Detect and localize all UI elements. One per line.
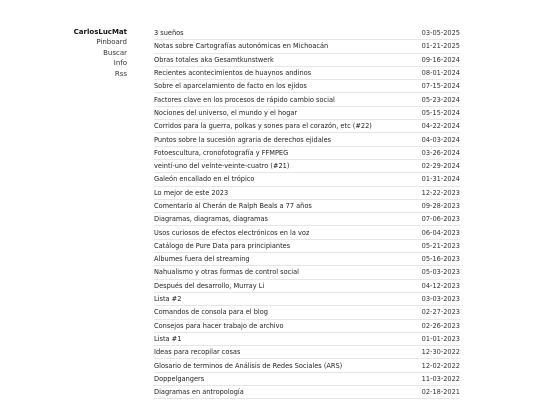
post-date: 05-21-2023 (421, 241, 460, 250)
post-row (154, 107, 460, 120)
post-date: 04-03-2024 (421, 135, 460, 144)
post-row (154, 160, 460, 173)
post-row (154, 80, 460, 93)
post-date: 11-03-2022 (421, 374, 460, 383)
post-date: 07-15-2024 (421, 82, 460, 91)
post-date: 08-01-2024 (421, 69, 460, 78)
post-date: 01-01-2023 (421, 334, 460, 343)
post-row (154, 280, 460, 293)
post-date: 09-28-2023 (421, 202, 460, 210)
post-title-link[interactable]: Álbumes fuera del streaming (154, 255, 250, 264)
post-title-link[interactable]: Comentario al Cherán de Ralph Beals a 77 años (154, 202, 312, 210)
post-row (154, 373, 460, 386)
post-date: 03-05-2025 (421, 29, 460, 38)
post-title-link[interactable]: Comandos de consola para el blog (154, 308, 268, 317)
post-title-link[interactable]: Diagramas, diagramas, diagramas (154, 215, 268, 224)
post-title-link[interactable]: Nociones del universo, el mundo y el hogar (154, 108, 298, 117)
post-title-link[interactable]: Lista #2 (154, 295, 182, 304)
post-row (154, 173, 460, 186)
post-title-link[interactable]: Obras totales aka Gesamtkunstwerk (154, 55, 274, 64)
post-row (154, 253, 460, 266)
post-row (154, 359, 460, 372)
post-row (154, 320, 460, 333)
post-row (154, 346, 460, 359)
post-row (154, 240, 460, 253)
nav-link-info[interactable]: Info (113, 59, 127, 68)
post-title-link[interactable]: Recientes acontecimientos de huaynos andinos (154, 69, 312, 78)
post-date: 02-18-2021 (421, 388, 460, 397)
post-row (154, 266, 460, 279)
post-title-link[interactable]: Notas sobre Cartografías autonómicas en Michoacán (154, 42, 329, 51)
post-row (154, 213, 460, 226)
site-title-link[interactable]: CarlosLucMat (73, 28, 127, 36)
post-row (154, 67, 460, 80)
post-date: 04-12-2023 (421, 281, 460, 290)
post-row (154, 133, 460, 146)
nav-link-rss[interactable]: Rss (114, 69, 127, 78)
post-date: 02-26-2023 (421, 321, 460, 330)
post-row (154, 120, 460, 133)
post-date: 07-06-2023 (421, 215, 460, 224)
post-title-link[interactable]: Glosario de terminos de Análisis de Redes Sociales (ARS) (154, 361, 343, 370)
post-title-link[interactable]: Lista #1 (154, 334, 182, 343)
post-date: 05-03-2023 (421, 268, 460, 277)
post-row (154, 226, 460, 239)
post-title-link[interactable]: Corridos para la guerra, polkas y sones para el corazón, etc (#22) (154, 122, 372, 131)
post-title-link[interactable]: Diagramas en antropología (154, 388, 244, 397)
post-date: 04-22-2024 (421, 122, 460, 131)
post-list (154, 27, 460, 399)
post-date: 12-30-2022 (421, 348, 460, 357)
post-title-link[interactable]: veinti-uno del veinte-veinte-cuatro (#21) (154, 162, 290, 171)
post-row (154, 333, 460, 346)
post-title-link[interactable]: Sobre el aparcelamiento de facto en los ejidos (154, 82, 307, 91)
post-row (154, 386, 460, 399)
post-row (154, 27, 460, 40)
post-title-link[interactable]: Catálogo de Pure Data para principiantes (154, 241, 291, 250)
sidebar (0, 27, 127, 79)
post-title-link[interactable]: Factores clave en los procesos de rápido cambio social (154, 95, 335, 104)
post-date: 05-23-2024 (421, 95, 460, 104)
post-row (154, 93, 460, 106)
post-title-link[interactable]: Lo mejor de este 2023 (154, 188, 229, 197)
post-date: 03-03-2023 (421, 295, 460, 304)
post-row (154, 200, 460, 213)
post-title-link[interactable]: Ideas para recopilar cosas (154, 348, 241, 357)
post-date: 01-21-2025 (421, 42, 460, 51)
post-date: 02-29-2024 (421, 162, 460, 171)
post-date: 01-31-2024 (421, 175, 460, 184)
post-date: 06-04-2023 (421, 228, 460, 237)
post-title-link[interactable]: Fotoescultura, cronofotografía y FFMPEG (154, 148, 289, 157)
post-row (154, 293, 460, 306)
post-title-link[interactable]: Consejos para hacer trabajo de archivo (154, 321, 284, 330)
post-date: 03-26-2024 (421, 148, 460, 157)
post-date: 02-27-2023 (421, 308, 460, 317)
post-row (154, 40, 460, 53)
post-row (154, 187, 460, 200)
post-date: 05-15-2024 (421, 108, 460, 117)
nav-link-pinboard[interactable]: Pinboard (96, 38, 127, 47)
post-title-link[interactable]: Galeón encallado en el trópico (154, 175, 255, 184)
post-title-link[interactable]: Puntos sobre la sucesión agraria de derechos ejidales (154, 135, 332, 144)
post-row (154, 54, 460, 67)
post-row (154, 306, 460, 319)
post-title-link[interactable]: Después del desarrollo, Murray Li (154, 281, 265, 290)
post-row (154, 147, 460, 160)
post-date: 12-22-2023 (421, 188, 460, 197)
post-title-link[interactable]: Usos curiosos de efectos electrónicos en la voz (154, 228, 310, 237)
post-date: 05-16-2023 (421, 255, 460, 264)
post-date: 09-16-2024 (421, 55, 460, 64)
post-title-link[interactable]: Nahualismo y otras formas de control social (154, 268, 299, 277)
post-date: 12-02-2022 (421, 361, 460, 370)
post-title-link[interactable]: 3 sueños (154, 29, 184, 38)
post-title-link[interactable]: Doppelgangers (154, 374, 205, 383)
nav-link-buscar[interactable]: Buscar (103, 48, 127, 57)
